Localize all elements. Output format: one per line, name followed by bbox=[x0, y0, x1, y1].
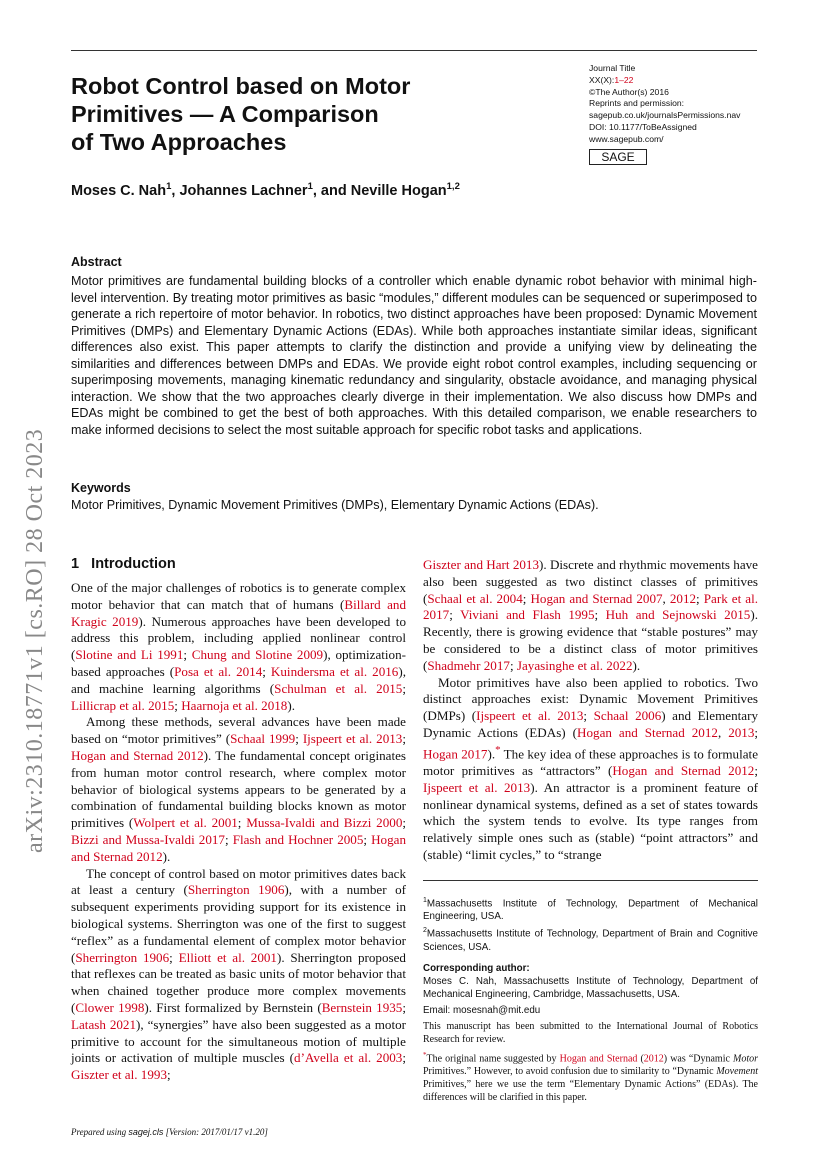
abstract-text: Motor primitives are fundamental building blocks of a controller which enable dynamic robot behavior with minimal high-level intervention. By treating motor primitives as basic “modules,” different modules can be sequenced or superimposed to generate a rich repertoire of motor behavior. In robotics, two distinct approaches have been proposed: Dynamic Movement Primitives (DMPs) and Elementary Dynamic Actions (EDAs). While both approaches instantiate similar ideas, significant differences also exist. This paper attempts to clarify the distinction and provide a unifying view by delineating the similarities and differences between DMPs and EDAs. We provide eight robot control examples, including sequencing or superimposing movements, managing kinematic redundancy and singularity, obstacle avoidance, and managing physical interaction. We show that the two approaches clearly diverge in their implementation. We also discuss how DMPs and EDAs might be combined to get the best of both approaches. With this detailed comparison, we enable researchers to make informed decisions to select the most suitable approach for specific robot tasks and applications. bbox=[71, 274, 757, 437]
journal-title: Journal Title bbox=[589, 63, 636, 73]
abstract-heading: Abstract bbox=[71, 255, 122, 269]
citation-link[interactable]: Schaal 2006 bbox=[593, 708, 662, 724]
title-line: of Two Approaches bbox=[71, 129, 287, 155]
citation-link[interactable]: Wolpert et al. 2001 bbox=[133, 815, 238, 831]
citation-link[interactable]: Hogan 2017 bbox=[423, 746, 488, 762]
paper-title bbox=[71, 72, 491, 156]
citation-link[interactable]: Lillicrap et al. 2015 bbox=[71, 697, 175, 713]
paragraph: Among these methods, several advances have been made based on “motor primitives” (Schaal 1999; Ijspeert et al. 2013; Hogan and Sternad 2012). The fundamental concept originates from human motor control research, where complex motor behavior of biological systems appears to be generated by a combination of fundamental building blocks known as motor primitives (Wolpert et al. 2001; Mussa-Ivaldi and Bizzi 2000; Bizzi and Mussa-Ivaldi 2017; Flash and Hochner 2005; Hogan and Sternad 2012). bbox=[71, 714, 407, 864]
citation-link[interactable]: Haarnoja et al. 2018 bbox=[181, 697, 288, 713]
citation-link[interactable]: Hogan and Sternad 2012 bbox=[71, 747, 204, 763]
email: Email: mosesnah@mit.edu bbox=[423, 1005, 541, 1016]
left-column bbox=[71, 580, 406, 1084]
citation-link[interactable]: Bizzi and Mussa-Ivaldi 2017 bbox=[71, 831, 225, 847]
right-column bbox=[423, 557, 758, 864]
citation-link[interactable]: Sherrington 1906 bbox=[187, 882, 285, 898]
paragraph: One of the major challenges of robotics is to generate complex motor behavior that can match that of humans (Billard and Kragic 2019). Numerous approaches have been developed to address this problem, including applied nonlinear control (Slotine and Li 1991; Chung and Slotine 2009), optimization-based approaches (Posa et al. 2014; Kuindersma et al. 2016), and machine learning algorithms (Schulman et al. 2015; Lillicrap et al. 2015; Haarnoja et al. 2018). bbox=[71, 580, 407, 713]
paragraph: Motor primitives have also been applied to robotics. Two distinct approaches exist: Dynamic Movement Primitives (DMPs) (Ijspeert et al. 2013; Schaal 2006) and Elementary Dynamic Actions (EDAs) (Hogan and Sternad 2012, 2013; Hogan 2017).* The key idea of these approaches is to formulate motor primitives as “attractors” (Hogan and Sternad 2012; Ijspeert et al. 2013). An attractor is a prominent feature of nonlinear dynamical systems, defined as a set of states towards which the system tends to evolve. Its type ranges from relatively simple ones such as (stable) “point attractors” and (stable) “limit cycles,” to “strange bbox=[423, 674, 759, 862]
arxiv-stamp: arXiv:2310.18771v1 [cs.RO] 28 Oct 2023 bbox=[22, 428, 48, 853]
author-name: Moses C. Nah bbox=[71, 182, 167, 199]
citation-link[interactable]: Billard and Kragic 2019 bbox=[71, 596, 406, 629]
citation-link[interactable]: Sherrington 1906 bbox=[75, 949, 170, 965]
citation-link[interactable]: Ijspeert et al. 2013 bbox=[423, 779, 531, 795]
corresponding-heading: Corresponding author: bbox=[423, 963, 530, 974]
sage-logo: SAGE bbox=[589, 149, 647, 165]
author-name: Neville Hogan bbox=[350, 182, 447, 199]
citation-link[interactable]: Elliott et al. 2001 bbox=[178, 949, 277, 965]
citation-link[interactable]: Latash 2021 bbox=[71, 1016, 137, 1032]
section-number: 1 bbox=[71, 556, 80, 572]
citation-link[interactable]: Hogan and Sternad 2007 bbox=[530, 590, 663, 606]
footnote-rule bbox=[423, 880, 758, 881]
affiliation: $^2$Massachusetts Institute of Technology, Department of Brain and Cognitive Sciences, USA. bbox=[423, 927, 758, 953]
citation-link[interactable]: Hogan and Sternad 2012 bbox=[71, 831, 407, 864]
citation-link[interactable]: Schulman et al. 2015 bbox=[274, 680, 403, 696]
class-file: sagej.cls bbox=[128, 1127, 164, 1137]
paragraph: The concept of control based on motor primitives dates back at least a century (Sherrington 1906), with a number of subsequent experiments providing support for its existence in biological systems. Sherrington was one of the first to suggest “reflex” as a fundamental element of complex motor behavior (Sherrington 1906; Elliott et al. 2001). Sherrington proposed that reflexes can be treated as basic units of motor behavior that when chained together produce more complex movements (Clower 1998). First formalized by Bernstein (Bernstein 1935; Latash 2021), “synergies” have also been suggested as a motor primitive to account for the simultaneous motion of multiple joints or activation of multiple muscles (d’Avella et al. 2003; Giszter et al. 1993; bbox=[71, 865, 406, 1083]
journal-info bbox=[589, 63, 769, 165]
citation-link[interactable]: 2012 bbox=[669, 590, 697, 606]
corresponding-text: Moses C. Nah, Massachusetts Institute of Technology, Department of Mechanical Engineering, Cambridge, Massachusetts, USA. bbox=[423, 976, 758, 1000]
footnote-mark-link[interactable]: * bbox=[495, 743, 501, 756]
citation-link[interactable]: Hogan and Sternad 2012 bbox=[577, 724, 718, 740]
keywords-text: Motor Primitives, Dynamic Movement Primitives (DMPs), Elementary Dynamic Actions (EDAs). bbox=[71, 498, 599, 512]
affiliations bbox=[423, 894, 758, 955]
corresponding-author bbox=[423, 962, 758, 1104]
section-heading bbox=[71, 556, 176, 572]
permissions-url: sagepub.co.uk/journalsPermissions.nav bbox=[589, 110, 741, 121]
submission-note: This manuscript has been submitted to the International Journal of Robotics Research for review. bbox=[423, 1021, 758, 1045]
citation-link[interactable]: Hogan and Sternad bbox=[559, 1053, 638, 1065]
citation-link[interactable]: Bernstein 1935 bbox=[321, 999, 403, 1015]
citation-link[interactable]: Slotine and Li 1991 bbox=[75, 647, 184, 663]
reprints-label: Reprints and permission: bbox=[589, 98, 685, 109]
sage-site: www.sagepub.com/ bbox=[589, 133, 664, 144]
citation-link[interactable]: Huh and Sejnowski 2015 bbox=[605, 607, 751, 623]
keywords-heading: Keywords bbox=[71, 481, 131, 495]
title-line: Primitives — A Comparison bbox=[71, 101, 379, 127]
citation-link[interactable]: 2013 bbox=[728, 724, 755, 740]
citation-link[interactable]: Giszter and Hart 2013 bbox=[423, 557, 540, 572]
citation-link[interactable]: Chung and Slotine 2009 bbox=[191, 647, 324, 663]
citation-link[interactable]: Ijspeert et al. 2013 bbox=[302, 731, 403, 747]
citation-link[interactable]: Park et al. 2017 bbox=[423, 590, 758, 623]
citation-link[interactable]: Posa et al. 2014 bbox=[174, 663, 263, 679]
citation-link[interactable]: Viviani and Flash 1995 bbox=[460, 607, 595, 623]
authors: Moses C. Nah$^1$, Johannes Lachner$^1$, and Neville Hogan$^{1,2}$ bbox=[71, 181, 460, 199]
citation-link[interactable]: Kuindersma et al. 2016 bbox=[270, 663, 399, 679]
citation-link[interactable]: d’Avella et al. 2003 bbox=[294, 1050, 403, 1066]
section-title: Introduction bbox=[91, 556, 176, 572]
affiliation-mark: 1,2 bbox=[446, 181, 460, 192]
citation-link[interactable]: Clower 1998 bbox=[75, 999, 145, 1015]
citation-link[interactable]: Schaal 1999 bbox=[230, 731, 296, 747]
affiliation-mark: 1 bbox=[166, 181, 172, 192]
journal-volume: XX(X):1–22 bbox=[589, 74, 634, 85]
paragraph: Giszter and Hart 2013). Discrete and rhythmic movements have also been suggested as two distinct classes of primitives (Schaal et al. 2004; Hogan and Sternad 2007, 2012; Park et al. 2017; Viviani and Flash 1995; Huh and Sejnowski 2015). Recently, there is growing evidence that “stable postures” may be considered to be a distinct class of motor primitives (Shadmehr 2017; Jayasinghe et al. 2022). bbox=[423, 557, 758, 673]
page-footer: Prepared using sagej.cls [Version: 2017/01/17 v1.20] bbox=[71, 1127, 268, 1137]
top-rule bbox=[71, 50, 757, 51]
citation-link[interactable]: Flash and Hochner 2005 bbox=[232, 831, 364, 847]
doi: DOI: 10.1177/ToBeAssigned bbox=[589, 121, 697, 132]
author-name: Johannes Lachner bbox=[179, 182, 308, 199]
citation-link[interactable]: Hogan and Sternad 2012 bbox=[612, 762, 755, 778]
citation-link[interactable]: Shadmehr 2017 bbox=[427, 657, 510, 673]
affiliation-mark: 1 bbox=[307, 181, 313, 192]
title-line: Robot Control based on Motor bbox=[71, 73, 411, 99]
copyright: ©The Author(s) 2016 bbox=[589, 86, 669, 97]
citation-link[interactable]: Mussa-Ivaldi and Bizzi 2000 bbox=[246, 815, 403, 831]
citation-link[interactable]: Jayasinghe et al. 2022 bbox=[516, 657, 633, 673]
citation-link[interactable]: Giszter et al. 1993 bbox=[71, 1067, 167, 1083]
star-footnote: *The original name suggested by Hogan and Sternad (2012) was “Dynamic Motor Primitives.” However, to avoid confusion due to similarity to “Dynamic Movement Primitives,” here we use the term “Elementary Dynamic Actions” (EDAs). The differences will be clarified in this paper. bbox=[423, 1051, 758, 1104]
pages-link[interactable]: 1–22 bbox=[614, 74, 634, 85]
citation-link[interactable]: Schaal et al. 2004 bbox=[427, 590, 523, 606]
citation-link[interactable]: Ijspeert et al. 2013 bbox=[476, 708, 584, 724]
citation-link[interactable]: 2012 bbox=[643, 1053, 664, 1065]
affiliation: $^1$Massachusetts Institute of Technology, Department of Mechanical Engineering, USA. bbox=[423, 897, 758, 923]
